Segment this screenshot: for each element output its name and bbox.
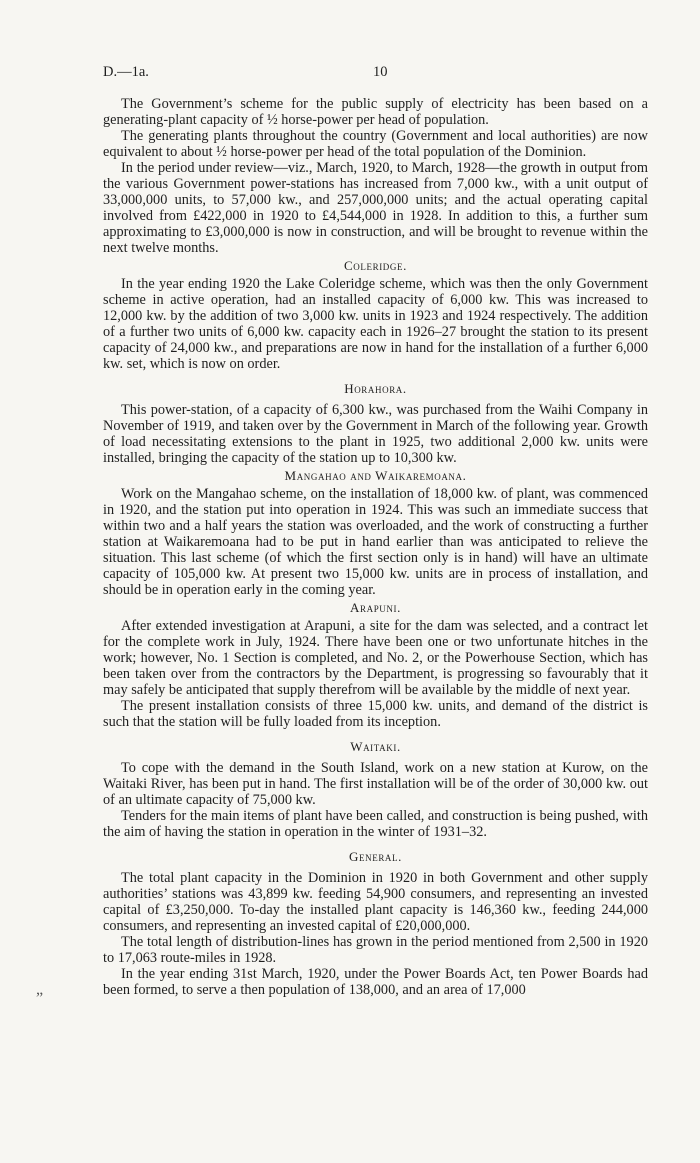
section-general [103, 849, 648, 998]
paragraph: In the year ending 1920 the Lake Coleridge scheme, which was then the only Government scheme in active operation, had an installed capacity of 6,000 kw. This was increased to 12,000 kw. by the addition of two 3,000 kw. units in 1923 and 1924 respectively. The addition of a further two units of 6,000 kw. capacity each in 1926–27 brought the station to its present capacity of 24,000 kw., and preparations are now in hand for the installation of a further 6,000 kw. set, which is now on order. [103, 276, 648, 372]
document-reference: D.—1a. [103, 64, 149, 80]
section-heading: Coleridge. [344, 258, 407, 273]
document-body [103, 96, 648, 998]
paragraph: After extended investigation at Arapuni, a site for the dam was selected, and a contract let for the complete work in July, 1924. There have been one or two unfortunate hitches in the work; however, No. 1 Section is completed, and No. 2, or the Powerhouse Section, which has been taken over from the contractors by the Department, is progressing so favourably that it may safely be anticipated that supply therefrom will be available by the middle of next year. [103, 618, 648, 698]
paragraph: Work on the Mangahao scheme, on the installation of 18,000 kw. of plant, was commenced in 1920, and the station put into operation in 1924. This was such an immediate success that within two and a half years the station was overloaded, and the work of constructing a further station at Waikaremoana had to be put in hand earlier than was anticipated to relieve the situation. This last scheme (of which the first section only is in hand) will have an ultimate capacity of 105,000 kw. At present two 15,000 kw. units are in process of installation, and should be in operation early in the coming year. [103, 486, 648, 598]
section-heading: Arapuni. [350, 600, 401, 615]
section-arapuni [103, 600, 648, 730]
paragraph: The present installation consists of three 15,000 kw. units, and demand of the district is such that the station will be fully loaded from its inception. [103, 698, 648, 730]
section-heading: Waitaki. [350, 739, 401, 754]
section-heading: General. [349, 849, 402, 864]
paragraph: Tenders for the main items of plant have been called, and construction is being pushed, with the aim of having the station in operation in the winter of 1931–32. [103, 808, 648, 840]
section-coleridge [103, 258, 648, 372]
margin-mark: ” [36, 990, 44, 1007]
page-number: 10 [373, 64, 388, 80]
section-horahora [103, 381, 648, 466]
section-intro [103, 96, 648, 256]
section-waitaki [103, 739, 648, 840]
paragraph: The total length of distribution-lines has grown in the period mentioned from 2,500 in 1920 to 17,063 route-miles in 1928. [103, 934, 648, 966]
paragraph: The total plant capacity in the Dominion in 1920 in both Government and other supply authorities’ stations was 43,899 kw. feeding 54,900 consumers, and representing an invested capital of £3,250,000. To-day the installed plant capacity is 146,360 kw., feeding 244,000 consumers, and representing an invested capital of £20,000,000. [103, 870, 648, 934]
section-heading: Mangahao and Waikaremoana. [284, 468, 467, 483]
section-mangahao-waikaremoana [103, 468, 648, 598]
paragraph: The Government’s scheme for the public supply of electricity has been based on a generating-plant capacity of ½ horse-power per head of population. [103, 96, 648, 128]
paragraph: The generating plants throughout the country (Government and local authorities) are now equivalent to about ½ horse-power per head of the total population of the Dominion. [103, 128, 648, 160]
paragraph: To cope with the demand in the South Island, work on a new station at Kurow, on the Waitaki River, has been put in hand. The first installation will be of the order of 30,000 kw. out of an ultimate capacity of 75,000 kw. [103, 760, 648, 808]
page-header [103, 64, 648, 84]
paragraph: In the year ending 31st March, 1920, under the Power Boards Act, ten Power Boards had been formed, to serve a then population of 138,000, and an area of 17,000 [103, 966, 648, 998]
section-heading: Horahora. [344, 381, 407, 396]
paragraph: This power-station, of a capacity of 6,300 kw., was purchased from the Waihi Company in November of 1919, and taken over by the Government in March of the following year. Growth of load necessitating extensions to the plant in 1925, two additional 2,000 kw. units were installed, bringing the capacity of the station up to 10,300 kw. [103, 402, 648, 466]
paragraph: In the period under review—viz., March, 1920, to March, 1928—the growth in output from the various Government power-stations has increased from 7,000 kw., with a unit output of 33,000,000 units, to 57,000 kw., and 257,000,000 units; and the actual operating capital involved from £422,000 in 1920 to £4,544,000 in 1928. In addition to this, a further sum approximating to £3,000,000 is now in construction, and will be brought to revenue within the next twelve months. [103, 160, 648, 256]
